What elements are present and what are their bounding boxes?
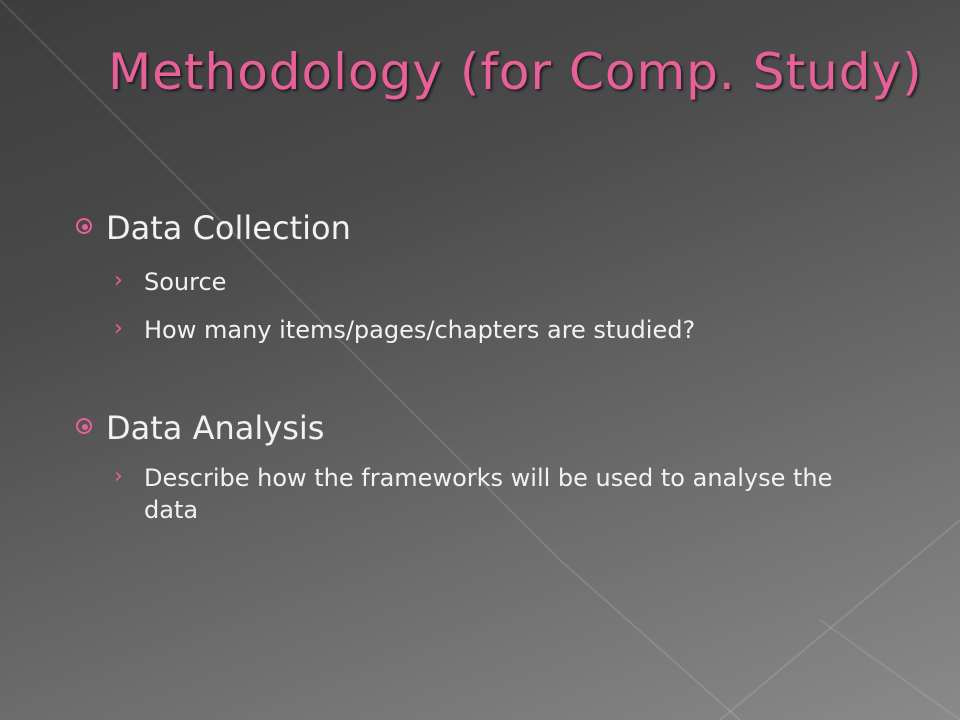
chevron-right-icon: › — [114, 464, 123, 489]
chevron-right-icon: › — [114, 268, 123, 293]
sub-bullet-text: Describe how the frameworks will be used to analyse the data — [144, 464, 833, 524]
chevron-right-icon: › — [114, 316, 123, 341]
sub-bullet-items-studied — [114, 314, 884, 346]
sub-bullet-text: How many items/pages/chapters are studied? — [144, 316, 696, 344]
circled-dot-bullet-icon — [76, 218, 92, 234]
slide-title: Methodology (for Comp. Study) — [108, 43, 923, 101]
circled-dot-bullet-icon — [76, 418, 92, 434]
bullet-text: Data Analysis — [106, 409, 325, 447]
sub-bullet-text: Source — [144, 268, 227, 296]
sub-bullet-describe-frameworks — [114, 462, 884, 526]
bullet-data-analysis — [76, 408, 324, 448]
sub-bullet-source — [114, 266, 884, 298]
bullet-data-collection — [76, 208, 351, 248]
bullet-text: Data Collection — [106, 209, 351, 247]
